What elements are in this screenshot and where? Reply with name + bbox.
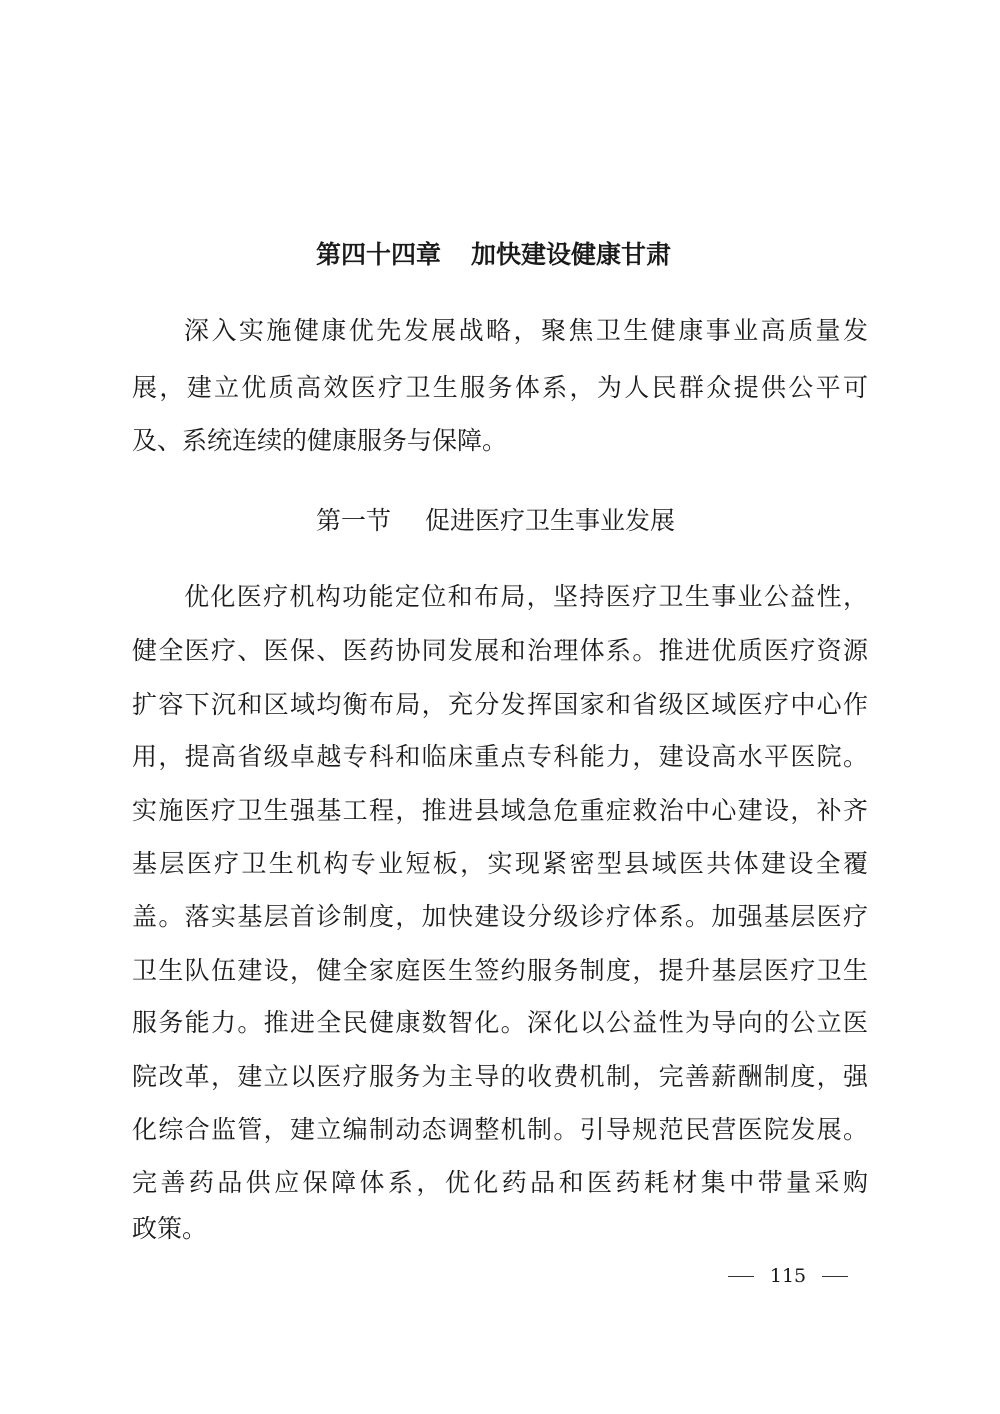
body-line: 用，提高省级卓越专科和临床重点专科能力，建设高水平医院。 [132,742,868,771]
body-line: 卫生队伍建设，健全家庭医生签约服务制度，提升基层医疗卫生 [132,956,868,985]
section-title: 促进医疗卫生事业发展 [425,506,676,535]
body-line: 健全医疗、医保、医药协同发展和治理体系。推进优质医疗资源 [132,636,868,665]
section-number: 第一节 [316,506,392,535]
body-line: 基层医疗卫生机构专业短板，实现紧密型县域医共体建设全覆 [132,849,868,878]
chapter-title: 加快建设健康甘肃 [471,240,672,269]
body-line: 实施医疗卫生强基工程，推进县域急危重症救治中心建设，补齐 [132,796,868,825]
body-line: 优化医疗机构功能定位和布局，坚持医疗卫生事业公益性， [184,582,868,611]
body-line: 盖。落实基层首诊制度，加快建设分级诊疗体系。加强基层医疗 [132,902,868,931]
intro-line: 展，建立优质高效医疗卫生服务体系，为人民群众提供公平可 [132,373,868,402]
body-line: 扩容下沉和区域均衡布局，充分发挥国家和省级区域医疗中心作 [132,690,868,719]
footer-dash-right [822,1276,848,1277]
intro-line: 深入实施健康优先发展战略，聚焦卫生健康事业高质量发 [184,316,868,345]
chapter-number: 第四十四章 [316,240,442,269]
body-line: 化综合监管，建立编制动态调整机制。引导规范民营医院发展。 [132,1115,868,1144]
intro-line: 及、系统连续的健康服务与保障。 [132,426,508,455]
footer-dash-left [728,1276,754,1277]
body-line: 完善药品供应保障体系，优化药品和医药耗材集中带量采购 [132,1168,868,1197]
body-line: 服务能力。推进全民健康数智化。深化以公益性为导向的公立医 [132,1008,868,1037]
body-line: 院改革，建立以医疗服务为主导的收费机制，完善薪酬制度，强 [132,1062,868,1091]
page-number: 115 [769,1265,807,1287]
page-number-footer [728,1262,848,1290]
section-heading [316,504,675,538]
body-line: 政策。 [132,1214,208,1243]
chapter-heading [316,238,671,272]
